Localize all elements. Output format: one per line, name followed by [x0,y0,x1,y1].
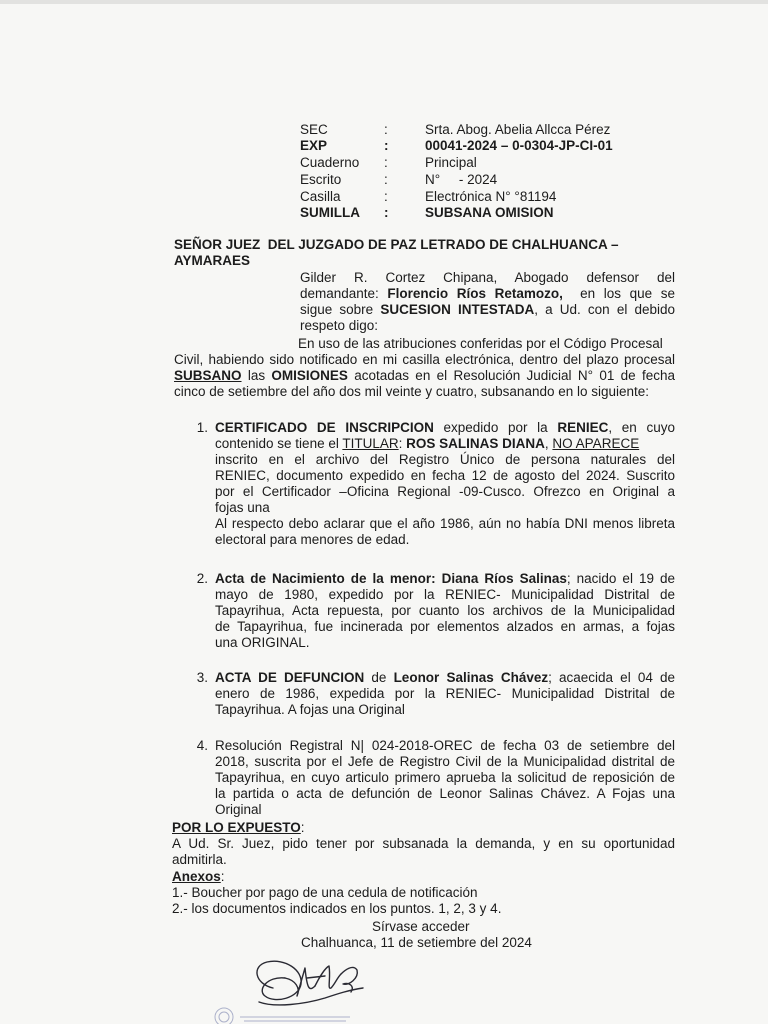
anexos-section [172,869,675,917]
intro-text: sigue sobre [300,302,381,317]
item-line: mayo de 1980, expedido por la RENIEC- Municipalidad Distrital de [215,587,675,602]
anexo-item: 2.- los documentos indicados en los puntos. 1, 2, 3 y 4. [172,901,502,916]
intro-text: en los que se [562,286,675,301]
header-row-sec [300,122,660,138]
item-line: inscrito en el archivo del Registro Único de persona naturales del [215,452,675,467]
omisiones-keyword: OMISIONES [271,368,348,383]
item-text: TITULAR [342,436,399,451]
header-colon: : [384,138,389,153]
item-number: 1. [196,420,208,435]
seal-stamp-icon [210,995,360,1024]
item-number: 4. [196,738,208,753]
item-line: de Tapayrihua, fue incinerada por elementos alzados en armas, a fojas [215,619,675,634]
item-text: , [544,436,553,451]
item-line: la partida o acta de defunción de Leonor Salinas Chávez. A Fojas una [215,786,675,801]
item-line: Resolución Registral N| 024-2018-OREC de fecha 03 de setiembre del [215,738,675,753]
header-row-cuaderno [300,155,660,171]
closing-place-date: Chalhuanca, 11 de setiembre del 2024 [301,935,532,950]
header-value: 00041-2024 – 0-0304-JP-CI-01 [425,138,613,153]
header-colon: : [384,205,389,220]
header-colon: : [384,189,388,204]
header-colon: : [384,155,388,170]
header-key: SEC [300,122,328,137]
closing-sirvase: Sírvase acceder [372,919,470,934]
expuesto-line: admitirla. [172,852,227,867]
item-text: NO APARECE [552,436,640,451]
header-row-casilla [300,189,660,205]
anexo-item: 1.- Boucher por pago de una cedula de notificación [172,885,478,900]
anexos-heading [172,869,675,885]
intro-line [300,286,675,302]
item-title: Acta de Nacimiento de la menor: Diana Ríos Salinas [215,571,567,586]
scan-top-edge [0,0,768,4]
addressee [174,237,674,269]
item-line: una ORIGINAL. [215,635,310,650]
addressee-line: SEÑOR JUEZ DEL JUZGADO DE PAZ LETRADO DE CHALHUANCA – [174,237,619,252]
intro-text: demandante: [300,286,388,301]
paragraph-text: las [241,368,272,383]
item-text: RENIEC [557,420,609,435]
item-text: de [364,670,394,685]
section-heading: Anexos [172,869,221,884]
item-line: Tapayrihua, en cuyo articulo primero aprueba la solicitud de reposición de [215,770,675,785]
intro-line: Gilder R. Cortez Chipana, Abogado defensor del [300,270,675,285]
item-number: 2. [196,571,208,586]
header-row-sumilla [300,205,660,221]
item-number: 3. [196,670,208,685]
section-colon: : [300,820,305,835]
list-item [215,738,675,818]
header-value: SUBSANA OMISION [425,205,554,220]
intro-text: , a Ud. con el debido [534,302,676,317]
paragraph-text: acotadas en el Resolución Judicial N° 01 de fecha [347,368,675,383]
paragraph-line: Civil, habiendo sido notificado en mi casilla electrónica, dentro del plazo procesal [174,352,675,367]
deceased-name: Leonor Salinas Chávez [393,670,549,685]
item-line: Tapayrihua. A fojas una Original [215,702,405,717]
item-line [215,670,675,686]
header-key: Cuaderno [300,155,360,170]
paragraph-line: cinco de setiembre del año dos mil veinte y cuatro, subsanando en lo siguiente: [174,384,650,399]
paragraph-line: En uso de las atribuciones conferidas por el Código Procesal [298,336,663,351]
item-line: por el Certificador –Oficina Regional -09-Cusco. Ofrezco en Original a [215,484,675,499]
section-heading: POR LO EXPUESTO [172,820,301,835]
item-line: Al respecto debo aclarar que el año 1986, aún no había DNI menos libreta [215,516,675,531]
header-value: Electrónica N° °81194 [425,189,557,204]
header-key: Casilla [300,189,341,204]
header-key: EXP [300,138,328,153]
item-line: Tapayrihua, Acta repuesta, por cuanto los archivos de la Municipalidad [215,603,675,618]
item-line: 2018, suscrita por el Jefe de Registro Civil de la Municipalidad distrital de [215,754,675,769]
intro-line [300,302,675,318]
header-value: Srta. Abog. Abelia Allcca Pérez [425,122,611,137]
titular-name: ROS SALINAS DIANA [406,436,545,451]
subsano-keyword: SUBSANO [174,368,242,383]
item-text: ; acaecida el 04 de [548,670,675,685]
header-value: N° - 2024 [425,172,498,187]
header-value: Principal [425,155,477,170]
item-title: CERTIFICADO DE INSCRIPCION [215,420,434,435]
item-text: ; nacido el 19 de [566,571,675,586]
item-line [215,436,675,452]
intro-line: respeto digo: [300,318,379,333]
item-text: expedido por la [433,420,558,435]
item-line [215,420,675,436]
addressee-line: AYMARAES [174,253,251,268]
header-colon: : [384,172,388,187]
header-key: Escrito [300,172,342,187]
list-item [215,420,675,548]
item-line [215,571,675,587]
demandante-name: Florencio Ríos Retamozo, [387,286,563,301]
case-type: SUCESION INTESTADA [380,302,535,317]
item-text: contenido se tiene el [215,436,343,451]
expuesto-heading [172,820,675,836]
item-line: RENIEC, documento expedido en fecha 12 de agosto del 2024. Suscrito [215,468,675,483]
body-paragraph [174,336,675,400]
item-line: fojas una [215,500,270,515]
item-line: Original [215,802,262,817]
header-colon: : [384,122,388,137]
item-title: ACTA DE DEFUNCION [215,670,365,685]
list-item [215,670,675,718]
list-item [215,571,675,651]
item-text: , en cuyo [608,420,675,435]
header-row-escrito [300,172,660,188]
expuesto-section [172,820,675,868]
header-key: SUMILLA [300,205,360,220]
paragraph-line [174,368,675,384]
header-row-exp [300,138,660,154]
intro-paragraph [300,270,675,334]
section-colon: : [220,869,225,884]
item-line: electoral para menores de edad. [215,532,410,547]
item-line: enero de 1986, expedida por la RENIEC- Municipalidad Distrital de [215,686,675,701]
item-text: : [398,436,407,451]
expuesto-line: A Ud. Sr. Juez, pido tener por subsanada la demanda, y en su oportunidad [172,836,675,851]
